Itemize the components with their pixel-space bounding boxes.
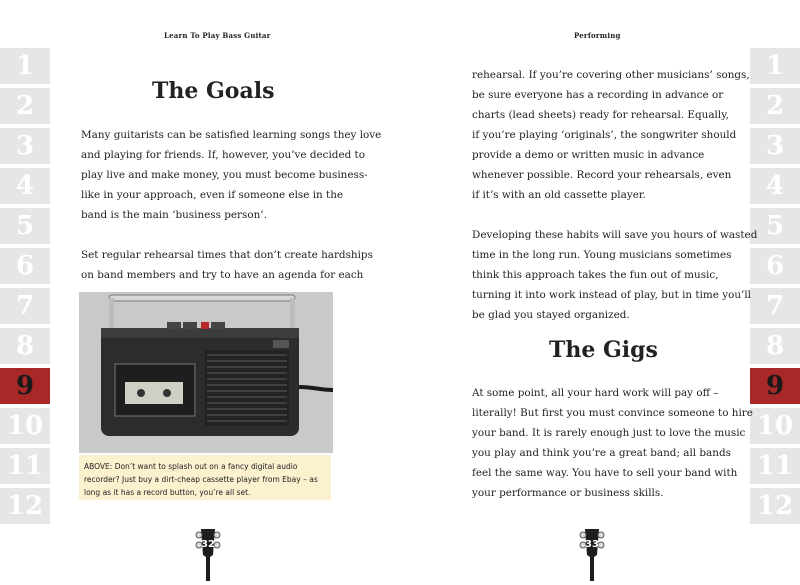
heading-the-gigs: The Gigs <box>549 337 658 363</box>
text-line: Many guitarists can be satisfied learning songs they love <box>81 129 382 141</box>
text-line: your performance or business skills. <box>472 487 664 499</box>
text-line: time in the long run. Young musicians sometimes <box>472 249 732 261</box>
text-line: be sure everyone has a recording in advance or <box>472 89 724 101</box>
chapter-tab-4: 4 <box>750 168 800 204</box>
chapter-tab-2: 2 <box>750 88 800 124</box>
text-line: play live and make money, you must become business- <box>81 169 368 181</box>
text-line: if it’s with an old cassette player. <box>472 189 646 201</box>
chapter-tab-6: 6 <box>0 248 50 284</box>
right-paragraph-2 <box>472 225 757 325</box>
text-line: provide a demo or written music in advance <box>472 149 705 161</box>
folio-guitar-icon-right <box>577 527 607 581</box>
chapter-tab-5: 5 <box>750 208 800 244</box>
chapter-tab-10: 10 <box>0 408 50 444</box>
chapter-tab-9: 9 <box>0 368 50 404</box>
chapter-tabs-right <box>750 48 800 528</box>
right-paragraph-3 <box>472 383 753 503</box>
text-line: on band members and try to have an agenda for each <box>81 269 364 281</box>
page-number-right: 33 <box>585 539 599 550</box>
chapter-tabs-left <box>0 48 50 528</box>
chapter-tab-11: 11 <box>750 448 800 484</box>
chapter-tab-12: 12 <box>0 488 50 524</box>
chapter-tab-2: 2 <box>0 88 50 124</box>
text-line: like in your approach, even if someone else in the <box>81 189 344 201</box>
chapter-tab-10: 10 <box>750 408 800 444</box>
running-head-left: Learn To Play Bass Guitar <box>164 31 271 40</box>
page-number-left: 32 <box>201 539 215 550</box>
text-line: Developing these habits will save you hours of wasted <box>472 229 758 241</box>
chapter-tab-7: 7 <box>0 288 50 324</box>
chapter-tab-5: 5 <box>0 208 50 244</box>
folio-guitar-icon-left <box>193 527 223 581</box>
left-paragraph-2 <box>81 245 373 285</box>
text-line: and playing for friends. If, however, you’ve decided to <box>81 149 365 161</box>
text-line: turning it into work instead of play, but in time you’ll <box>472 289 751 301</box>
chapter-tab-4: 4 <box>0 168 50 204</box>
chapter-tab-7: 7 <box>750 288 800 324</box>
text-line: literally! But first you must convince someone to hire <box>472 407 753 419</box>
chapter-tab-8: 8 <box>0 328 50 364</box>
running-head-right: Performing <box>574 31 621 40</box>
chapter-tab-9: 9 <box>750 368 800 404</box>
chapter-tab-8: 8 <box>750 328 800 364</box>
heading-the-goals: The Goals <box>152 78 275 104</box>
cassette-player-photo <box>79 292 333 453</box>
text-line: be glad you stayed organized. <box>472 309 630 321</box>
text-line: if you’re playing ‘originals’, the songwriter should <box>472 129 737 141</box>
left-paragraph-1 <box>81 125 381 225</box>
chapter-tab-3: 3 <box>750 128 800 164</box>
chapter-tab-1: 1 <box>0 48 50 84</box>
text-line: think this approach takes the fun out of music, <box>472 269 719 281</box>
chapter-tab-6: 6 <box>750 248 800 284</box>
text-line: whenever possible. Record your rehearsals, even <box>472 169 732 181</box>
text-line: charts (lead sheets) ready for rehearsal. Equally, <box>472 109 729 121</box>
text-line: band is the main ‘business person’. <box>81 209 267 221</box>
text-line: feel the same way. You have to sell your band with <box>472 467 738 479</box>
text-line: At some point, all your hard work will pay off – <box>472 387 719 399</box>
text-line: rehearsal. If you’re covering other musicians’ songs, <box>472 69 750 81</box>
right-paragraph-1 <box>472 65 750 205</box>
chapter-tab-12: 12 <box>750 488 800 524</box>
text-line: Set regular rehearsal times that don’t create hardships <box>81 249 373 261</box>
text-line: your band. It is rarely enough just to love the music <box>472 427 746 439</box>
text-line: you play and think you’re a great band; all bands <box>472 447 731 459</box>
chapter-tab-3: 3 <box>0 128 50 164</box>
chapter-tab-1: 1 <box>750 48 800 84</box>
photo-caption: ABOVE: Don’t want to splash out on a fancy digital audio recorder? Just buy a dirt-cheap cassette player from Ebay – as long as it has a record button, you’re all set. <box>79 455 331 500</box>
chapter-tab-11: 11 <box>0 448 50 484</box>
